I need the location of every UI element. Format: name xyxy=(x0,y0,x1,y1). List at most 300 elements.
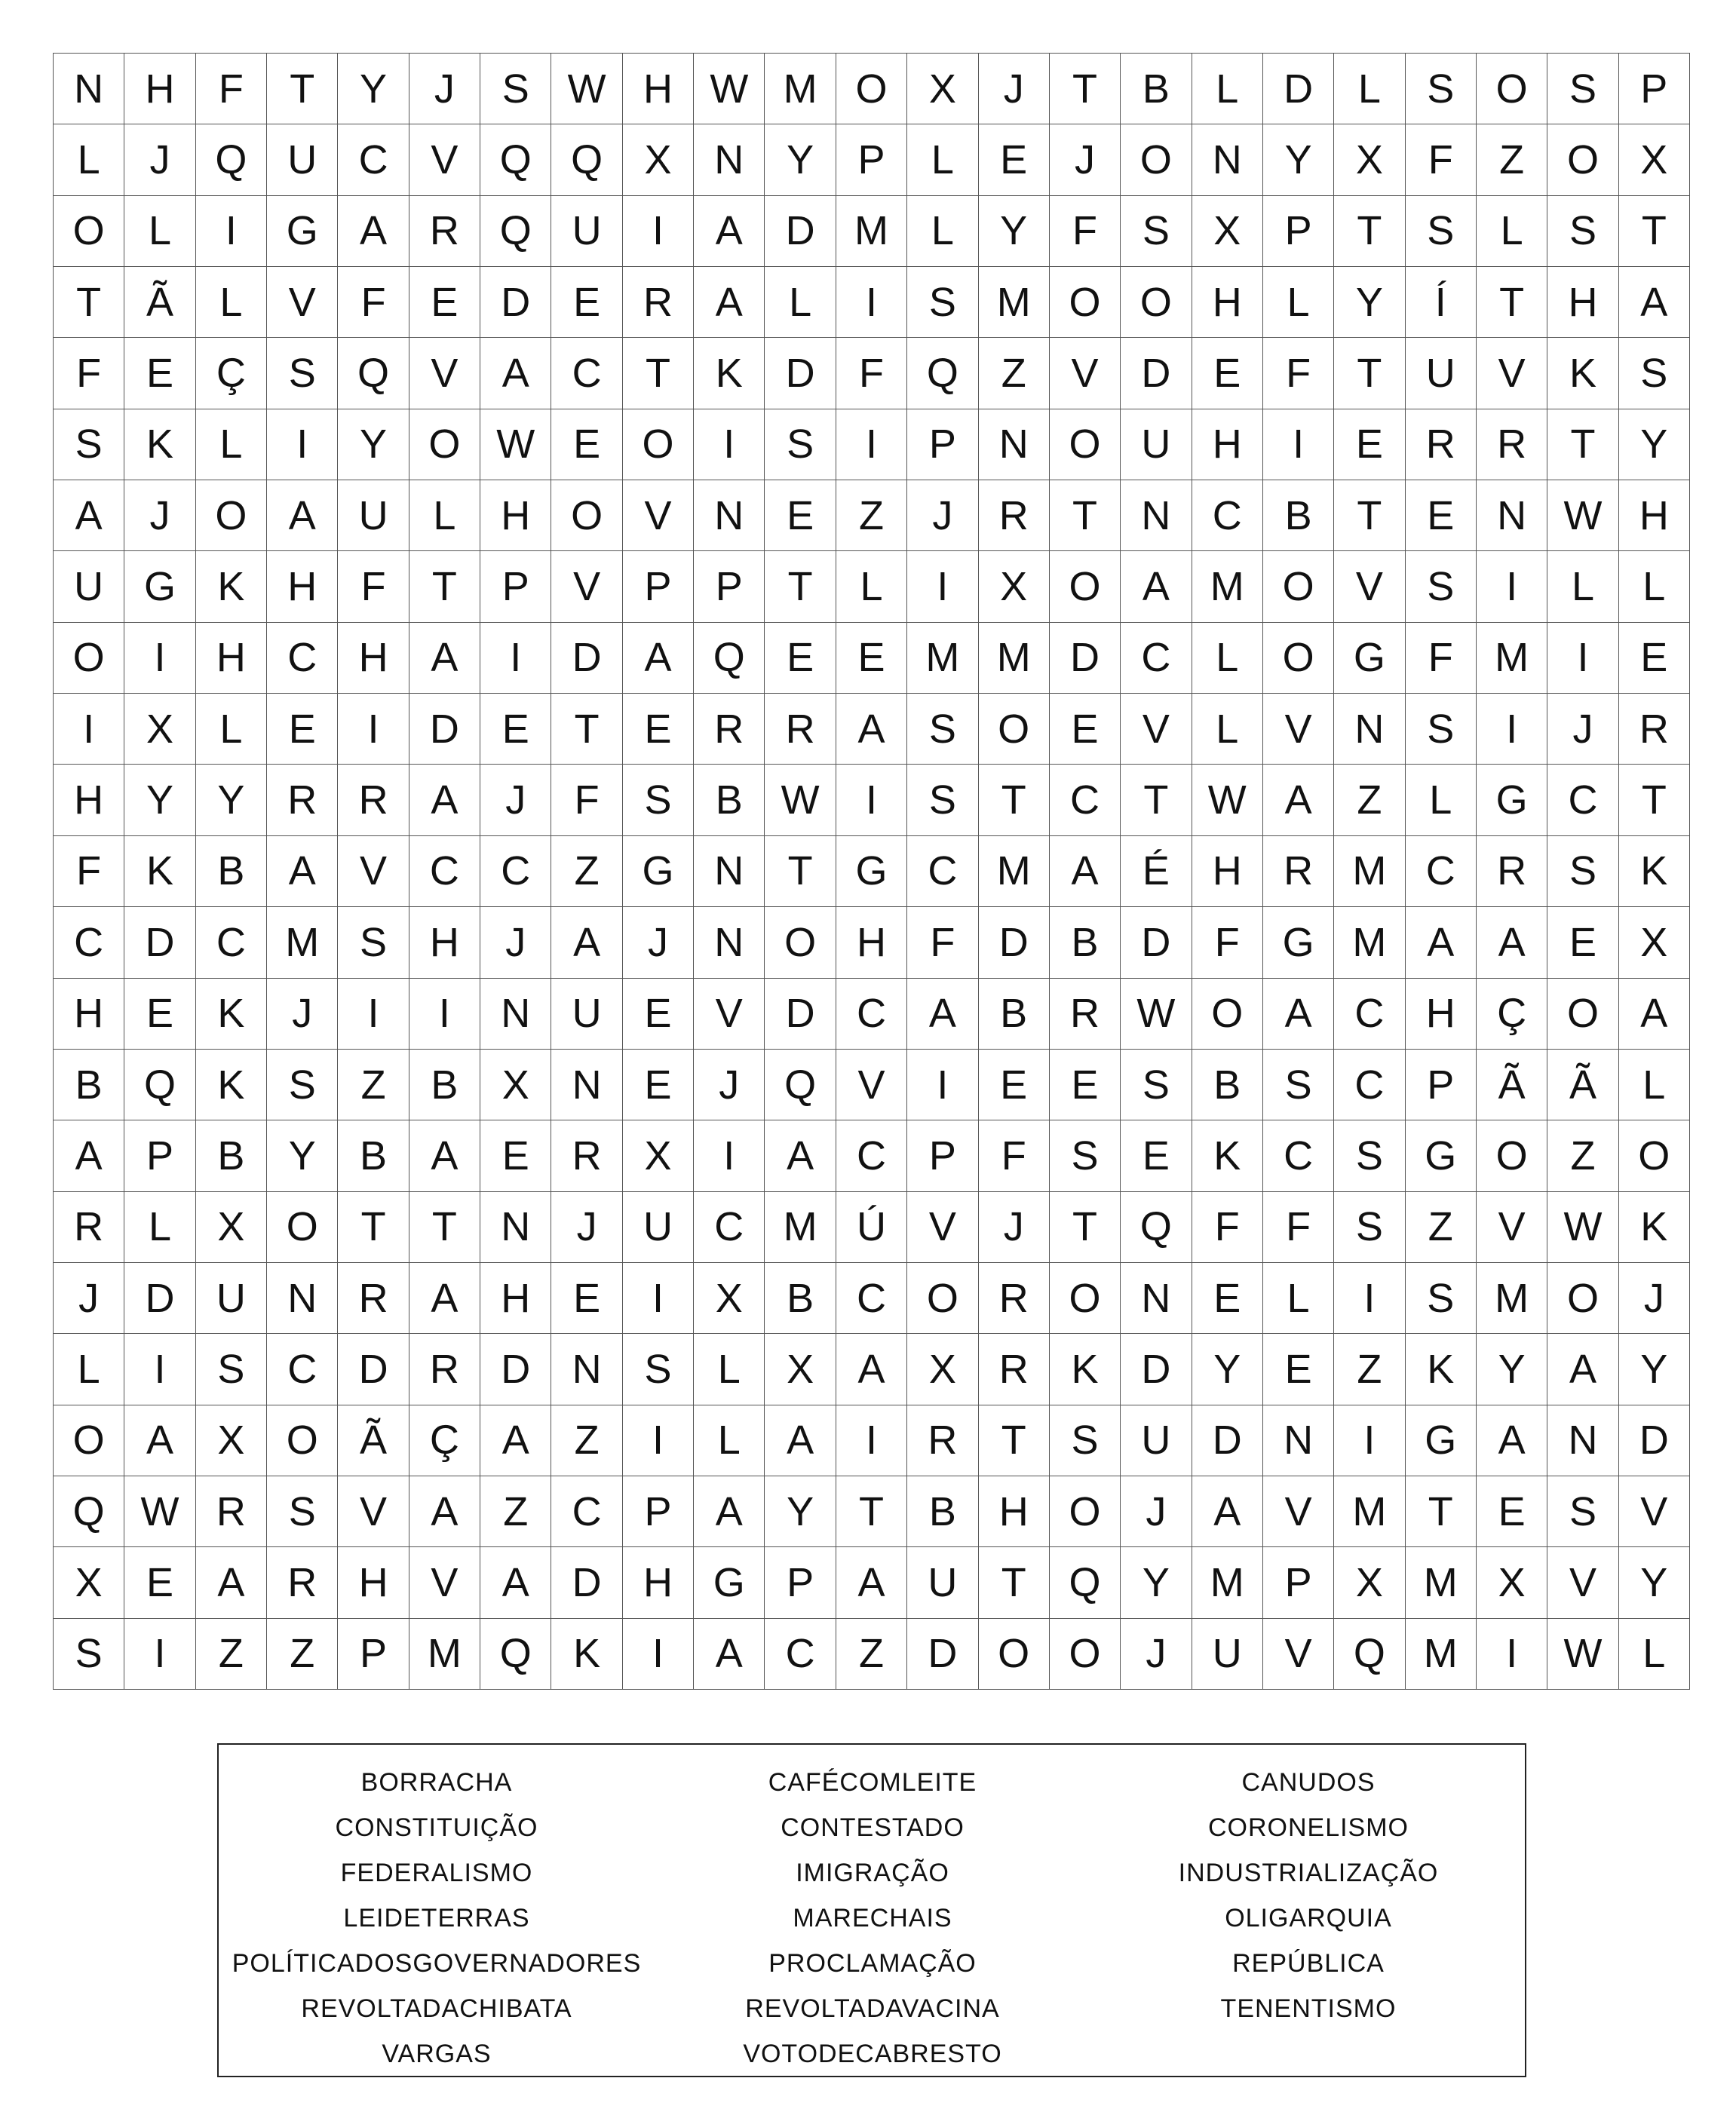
grid-cell: S xyxy=(1406,694,1477,765)
grid-cell: A xyxy=(1477,1405,1547,1476)
grid-cell: S xyxy=(267,1050,338,1120)
grid-cell: E xyxy=(551,1263,622,1334)
grid-cell: L xyxy=(694,1405,765,1476)
grid-cell: T xyxy=(1619,196,1690,267)
grid-cell: O xyxy=(54,1405,124,1476)
grid-cell: X xyxy=(623,124,694,195)
grid-cell: U xyxy=(1121,1405,1192,1476)
grid-cell: Í xyxy=(1406,267,1477,338)
grid-cell: M xyxy=(765,1192,836,1263)
grid-cell: I xyxy=(338,979,409,1050)
grid-cell: D xyxy=(551,1547,622,1618)
grid-cell: J xyxy=(979,54,1050,124)
grid-cell: R xyxy=(409,196,480,267)
grid-cell: O xyxy=(1121,267,1192,338)
grid-cell: Z xyxy=(1477,124,1547,195)
grid-cell: L xyxy=(196,409,267,480)
grid-cell: M xyxy=(979,623,1050,694)
grid-cell: O xyxy=(1050,1263,1121,1334)
grid-cell: É xyxy=(1121,836,1192,907)
grid-cell: L xyxy=(1263,1263,1334,1334)
grid-cell: F xyxy=(1263,338,1334,409)
grid-cell: X xyxy=(907,1334,978,1405)
grid-cell: X xyxy=(979,551,1050,622)
grid-cell: M xyxy=(765,54,836,124)
grid-cell: J xyxy=(907,480,978,551)
grid-cell: G xyxy=(694,1547,765,1618)
grid-cell: T xyxy=(979,1405,1050,1476)
grid-cell: T xyxy=(979,1547,1050,1618)
grid-cell: A xyxy=(409,1120,480,1191)
grid-cell: H xyxy=(1192,836,1263,907)
grid-cell: G xyxy=(124,551,195,622)
grid-cell: C xyxy=(765,1619,836,1690)
grid-cell: R xyxy=(267,1547,338,1618)
grid-cell: E xyxy=(1477,1476,1547,1547)
grid-cell: O xyxy=(979,694,1050,765)
grid-cell: H xyxy=(1192,267,1263,338)
grid-cell: M xyxy=(1406,1619,1477,1690)
grid-cell: P xyxy=(907,1120,978,1191)
grid-cell: O xyxy=(1050,1619,1121,1690)
grid-cell: X xyxy=(54,1547,124,1618)
grid-cell: S xyxy=(623,1334,694,1405)
grid-cell: G xyxy=(1477,765,1547,835)
grid-cell: U xyxy=(623,1192,694,1263)
grid-cell: Q xyxy=(480,124,551,195)
grid-cell: E xyxy=(480,1120,551,1191)
grid-cell: F xyxy=(1406,623,1477,694)
grid-cell: H xyxy=(623,1547,694,1618)
grid-cell: C xyxy=(409,836,480,907)
grid-cell: A xyxy=(694,196,765,267)
grid-cell: Q xyxy=(1121,1192,1192,1263)
grid-cell: L xyxy=(1192,694,1263,765)
grid-cell: N xyxy=(979,409,1050,480)
grid-cell: E xyxy=(623,1050,694,1120)
grid-cell: Y xyxy=(765,1476,836,1547)
grid-cell: V xyxy=(338,1476,409,1547)
grid-cell: N xyxy=(694,836,765,907)
grid-cell: M xyxy=(1192,551,1263,622)
grid-cell: L xyxy=(124,1192,195,1263)
grid-cell: A xyxy=(196,1547,267,1618)
grid-cell: V xyxy=(409,124,480,195)
grid-cell: O xyxy=(836,54,907,124)
grid-cell: T xyxy=(765,836,836,907)
grid-cell: B xyxy=(409,1050,480,1120)
grid-cell: Y xyxy=(338,54,409,124)
grid-cell: H xyxy=(338,1547,409,1618)
grid-cell: O xyxy=(765,907,836,978)
grid-cell: I xyxy=(1263,409,1334,480)
grid-cell: Z xyxy=(551,836,622,907)
grid-cell: Z xyxy=(836,1619,907,1690)
grid-cell: R xyxy=(979,1263,1050,1334)
grid-cell: C xyxy=(551,1476,622,1547)
grid-cell: R xyxy=(694,694,765,765)
grid-cell: H xyxy=(979,1476,1050,1547)
grid-cell: T xyxy=(551,694,622,765)
word-item: PROCLAMAÇÃO xyxy=(768,1949,977,1978)
grid-cell: A xyxy=(836,1334,907,1405)
grid-cell: I xyxy=(196,196,267,267)
grid-cell: M xyxy=(979,267,1050,338)
grid-cell: R xyxy=(979,480,1050,551)
grid-cell: Z xyxy=(1406,1192,1477,1263)
grid-cell: A xyxy=(1263,979,1334,1050)
grid-cell: Z xyxy=(1547,1120,1618,1191)
grid-cell: A xyxy=(480,338,551,409)
grid-cell: V xyxy=(836,1050,907,1120)
grid-cell: O xyxy=(1050,267,1121,338)
grid-cell: X xyxy=(1619,124,1690,195)
word-item: CONSTITUIÇÃO xyxy=(335,1813,538,1842)
grid-cell: C xyxy=(267,1334,338,1405)
grid-cell: X xyxy=(124,694,195,765)
grid-cell: C xyxy=(836,979,907,1050)
grid-cell: R xyxy=(623,267,694,338)
grid-cell: O xyxy=(979,1619,1050,1690)
grid-cell: A xyxy=(836,694,907,765)
grid-cell: Z xyxy=(551,1405,622,1476)
grid-cell: N xyxy=(1263,1405,1334,1476)
grid-cell: H xyxy=(409,907,480,978)
grid-cell: S xyxy=(1121,1050,1192,1120)
grid-cell: I xyxy=(480,623,551,694)
word-item: CORONELISMO xyxy=(1207,1813,1409,1842)
grid-cell: T xyxy=(1050,480,1121,551)
grid-cell: G xyxy=(836,836,907,907)
grid-cell: X xyxy=(694,1263,765,1334)
grid-cell: H xyxy=(1619,480,1690,551)
grid-cell: Y xyxy=(1121,1547,1192,1618)
grid-cell: L xyxy=(1192,623,1263,694)
grid-cell: A xyxy=(765,1120,836,1191)
grid-cell: X xyxy=(623,1120,694,1191)
grid-cell: A xyxy=(267,480,338,551)
grid-cell: Z xyxy=(1334,1334,1405,1405)
grid-cell: N xyxy=(480,1192,551,1263)
grid-cell: I xyxy=(623,196,694,267)
grid-cell: V xyxy=(1050,338,1121,409)
grid-cell: H xyxy=(124,54,195,124)
grid-cell: X xyxy=(1619,907,1690,978)
grid-cell: X xyxy=(907,54,978,124)
grid-cell: R xyxy=(1477,409,1547,480)
grid-cell: D xyxy=(124,907,195,978)
grid-cell: S xyxy=(1263,1050,1334,1120)
grid-cell: Y xyxy=(196,765,267,835)
grid-cell: O xyxy=(907,1263,978,1334)
grid-cell: J xyxy=(1121,1619,1192,1690)
grid-cell: B xyxy=(196,836,267,907)
grid-cell: R xyxy=(907,1405,978,1476)
grid-cell: J xyxy=(480,907,551,978)
grid-cell: S xyxy=(1406,1263,1477,1334)
grid-cell: I xyxy=(623,1405,694,1476)
grid-cell: A xyxy=(1406,907,1477,978)
grid-cell: A xyxy=(551,907,622,978)
grid-cell: O xyxy=(1263,551,1334,622)
grid-cell: S xyxy=(1406,54,1477,124)
grid-cell: L xyxy=(409,480,480,551)
grid-cell: Y xyxy=(1263,124,1334,195)
grid-cell: D xyxy=(765,979,836,1050)
grid-cell: E xyxy=(124,979,195,1050)
grid-cell: Q xyxy=(1050,1547,1121,1618)
grid-cell: L xyxy=(1406,765,1477,835)
grid-cell: Q xyxy=(54,1476,124,1547)
grid-cell: L xyxy=(196,267,267,338)
grid-cell: V xyxy=(1263,1476,1334,1547)
grid-cell: E xyxy=(1192,1263,1263,1334)
grid-cell: R xyxy=(1477,836,1547,907)
grid-cell: L xyxy=(907,124,978,195)
grid-cell: D xyxy=(765,338,836,409)
grid-cell: V xyxy=(1477,338,1547,409)
grid-cell: E xyxy=(1050,694,1121,765)
grid-cell: O xyxy=(1619,1120,1690,1191)
grid-cell: D xyxy=(480,267,551,338)
grid-cell: I xyxy=(124,1619,195,1690)
grid-cell: F xyxy=(1406,124,1477,195)
grid-cell: Q xyxy=(480,1619,551,1690)
grid-cell: X xyxy=(1334,124,1405,195)
grid-cell: R xyxy=(1263,836,1334,907)
grid-cell: D xyxy=(1263,54,1334,124)
grid-cell: E xyxy=(1192,338,1263,409)
grid-cell: J xyxy=(623,907,694,978)
grid-cell: N xyxy=(694,480,765,551)
grid-cell: A xyxy=(1619,979,1690,1050)
grid-cell: C xyxy=(196,907,267,978)
grid-cell: U xyxy=(338,480,409,551)
grid-cell: S xyxy=(623,765,694,835)
grid-cell: M xyxy=(409,1619,480,1690)
grid-cell: C xyxy=(694,1192,765,1263)
grid-cell: X xyxy=(196,1192,267,1263)
grid-cell: I xyxy=(267,409,338,480)
grid-cell: D xyxy=(1121,907,1192,978)
grid-cell: S xyxy=(338,907,409,978)
grid-cell: V xyxy=(907,1192,978,1263)
grid-cell: W xyxy=(1547,1192,1618,1263)
word-item: LEIDETERRAS xyxy=(343,1904,530,1933)
grid-cell: S xyxy=(907,765,978,835)
grid-cell: D xyxy=(124,1263,195,1334)
grid-cell: Q xyxy=(765,1050,836,1120)
grid-cell: M xyxy=(836,196,907,267)
grid-cell: O xyxy=(1192,979,1263,1050)
grid-cell: P xyxy=(623,551,694,622)
grid-cell: C xyxy=(1263,1120,1334,1191)
grid-cell: K xyxy=(551,1619,622,1690)
grid-cell: C xyxy=(907,836,978,907)
grid-cell: N xyxy=(694,907,765,978)
grid-cell: M xyxy=(1334,836,1405,907)
grid-cell: G xyxy=(267,196,338,267)
grid-cell: Q xyxy=(196,124,267,195)
word-item: REVOLTADAVACINA xyxy=(745,1994,1000,2023)
grid-cell: H xyxy=(267,551,338,622)
grid-cell: J xyxy=(267,979,338,1050)
grid-cell: B xyxy=(1192,1050,1263,1120)
grid-cell: F xyxy=(1050,196,1121,267)
grid-cell: N xyxy=(1334,694,1405,765)
grid-cell: L xyxy=(836,551,907,622)
grid-cell: O xyxy=(1547,124,1618,195)
grid-cell: J xyxy=(54,1263,124,1334)
grid-cell: Ú xyxy=(836,1192,907,1263)
grid-cell: I xyxy=(1477,551,1547,622)
grid-cell: L xyxy=(694,1334,765,1405)
grid-cell: P xyxy=(1406,1050,1477,1120)
grid-cell: C xyxy=(1050,765,1121,835)
grid-cell: Ç xyxy=(409,1405,480,1476)
grid-cell: E xyxy=(551,267,622,338)
grid-cell: F xyxy=(54,836,124,907)
grid-cell: B xyxy=(1263,480,1334,551)
grid-cell: A xyxy=(409,1476,480,1547)
grid-cell: I xyxy=(338,694,409,765)
grid-cell: L xyxy=(1477,196,1547,267)
grid-cell: N xyxy=(267,1263,338,1334)
grid-cell: N xyxy=(1477,480,1547,551)
word-item: BORRACHA xyxy=(360,1768,513,1797)
grid-cell: O xyxy=(551,480,622,551)
grid-cell: B xyxy=(907,1476,978,1547)
grid-cell: O xyxy=(1477,54,1547,124)
grid-cell: R xyxy=(409,1334,480,1405)
grid-cell: U xyxy=(907,1547,978,1618)
word-item: REPÚBLICA xyxy=(1232,1949,1385,1978)
grid-cell: L xyxy=(124,196,195,267)
word-item: CANUDOS xyxy=(1241,1768,1376,1797)
grid-cell: A xyxy=(694,267,765,338)
grid-cell: C xyxy=(1547,765,1618,835)
grid-cell: Y xyxy=(1619,1334,1690,1405)
grid-cell: K xyxy=(1050,1334,1121,1405)
grid-cell: D xyxy=(1121,338,1192,409)
word-item: VARGAS xyxy=(382,2040,492,2068)
grid-cell: M xyxy=(1477,623,1547,694)
grid-cell: A xyxy=(480,1547,551,1618)
grid-cell: Y xyxy=(765,124,836,195)
grid-cell: V xyxy=(409,338,480,409)
grid-cell: S xyxy=(1547,196,1618,267)
grid-cell: G xyxy=(1263,907,1334,978)
grid-cell: A xyxy=(694,1619,765,1690)
grid-cell: H xyxy=(836,907,907,978)
grid-cell: W xyxy=(124,1476,195,1547)
grid-cell: C xyxy=(338,124,409,195)
grid-cell: A xyxy=(409,765,480,835)
grid-cell: P xyxy=(1619,54,1690,124)
grid-cell: L xyxy=(54,124,124,195)
grid-cell: T xyxy=(1547,409,1618,480)
grid-cell: A xyxy=(1619,267,1690,338)
word-item: TENENTISMO xyxy=(1220,1994,1397,2023)
grid-cell: B xyxy=(196,1120,267,1191)
grid-cell: D xyxy=(1121,1334,1192,1405)
grid-cell: T xyxy=(623,338,694,409)
grid-cell: Ç xyxy=(196,338,267,409)
grid-cell: W xyxy=(480,409,551,480)
grid-cell: T xyxy=(267,54,338,124)
grid-cell: J xyxy=(124,124,195,195)
grid-cell: Z xyxy=(196,1619,267,1690)
grid-cell: S xyxy=(765,409,836,480)
grid-cell: T xyxy=(54,267,124,338)
grid-cell: O xyxy=(1050,409,1121,480)
letter-grid xyxy=(53,53,1690,1690)
grid-cell: O xyxy=(54,623,124,694)
grid-cell: N xyxy=(54,54,124,124)
grid-cell: Y xyxy=(979,196,1050,267)
grid-cell: S xyxy=(1050,1120,1121,1191)
grid-cell: P xyxy=(338,1619,409,1690)
grid-cell: S xyxy=(196,1334,267,1405)
grid-cell: O xyxy=(409,409,480,480)
grid-cell: A xyxy=(1547,1334,1618,1405)
grid-cell: P xyxy=(907,409,978,480)
grid-cell: S xyxy=(54,1619,124,1690)
grid-cell: V xyxy=(1619,1476,1690,1547)
grid-cell: E xyxy=(1263,1334,1334,1405)
grid-cell: G xyxy=(1406,1120,1477,1191)
grid-cell: I xyxy=(836,409,907,480)
grid-cell: A xyxy=(124,1405,195,1476)
grid-cell: E xyxy=(1619,623,1690,694)
grid-cell: V xyxy=(1477,1192,1547,1263)
grid-cell: T xyxy=(1050,1192,1121,1263)
grid-cell: P xyxy=(124,1120,195,1191)
grid-cell: D xyxy=(338,1334,409,1405)
grid-cell: B xyxy=(979,979,1050,1050)
grid-cell: A xyxy=(1121,551,1192,622)
grid-cell: M xyxy=(1192,1547,1263,1618)
grid-cell: Y xyxy=(1619,1547,1690,1618)
grid-cell: E xyxy=(1334,409,1405,480)
grid-cell: V xyxy=(551,551,622,622)
grid-cell: R xyxy=(267,765,338,835)
grid-cell: S xyxy=(1406,196,1477,267)
grid-cell: S xyxy=(1619,338,1690,409)
grid-cell: R xyxy=(338,765,409,835)
grid-cell: T xyxy=(1050,54,1121,124)
grid-cell: M xyxy=(1406,1547,1477,1618)
grid-cell: Q xyxy=(1334,1619,1405,1690)
grid-cell: I xyxy=(54,694,124,765)
grid-cell: J xyxy=(480,765,551,835)
grid-cell: T xyxy=(1334,338,1405,409)
grid-cell: L xyxy=(1547,551,1618,622)
word-item: CONTESTADO xyxy=(781,1813,965,1842)
grid-cell: V xyxy=(694,979,765,1050)
grid-cell: L xyxy=(907,196,978,267)
grid-cell: E xyxy=(979,1050,1050,1120)
grid-cell: X xyxy=(1192,196,1263,267)
grid-cell: M xyxy=(979,836,1050,907)
grid-cell: W xyxy=(1121,979,1192,1050)
grid-cell: Ã xyxy=(1477,1050,1547,1120)
grid-cell: Q xyxy=(480,196,551,267)
grid-cell: E xyxy=(551,409,622,480)
grid-cell: F xyxy=(338,267,409,338)
grid-cell: Ã xyxy=(124,267,195,338)
grid-cell: O xyxy=(267,1405,338,1476)
